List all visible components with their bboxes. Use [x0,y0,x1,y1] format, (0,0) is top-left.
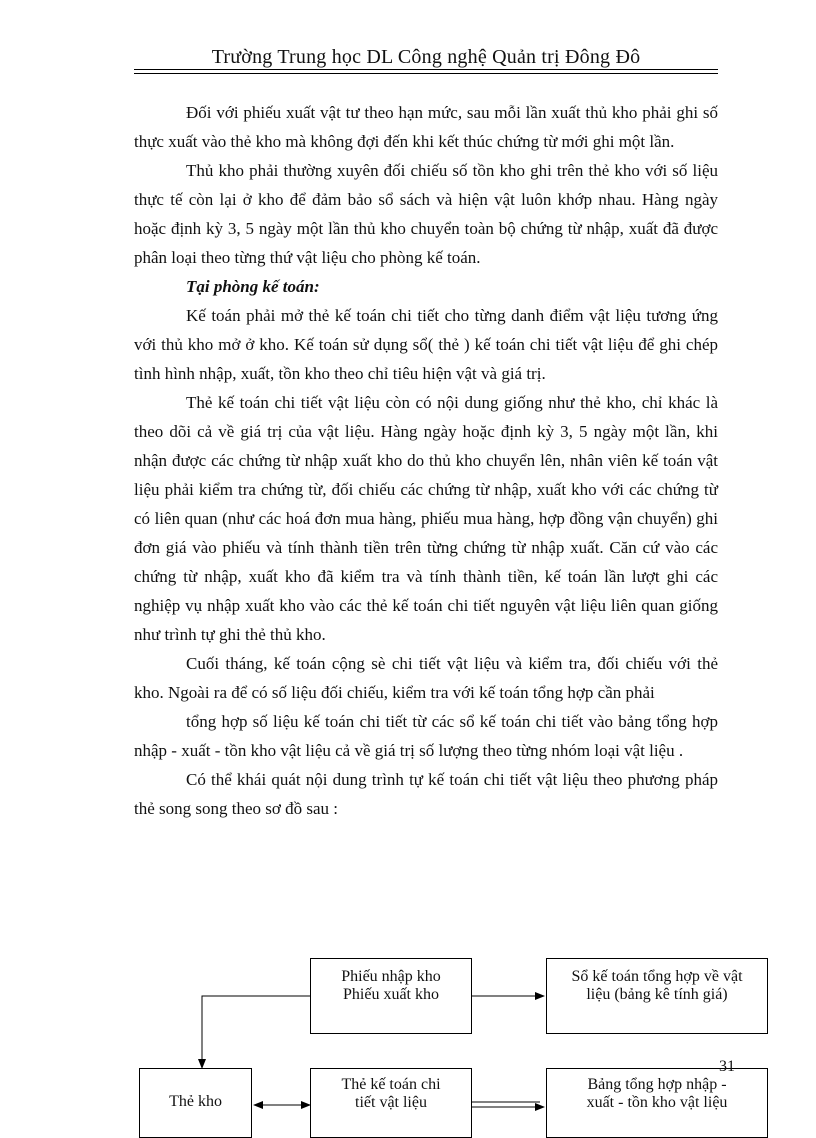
box-summary-line-2: xuất - tồn kho vật liệu [586,1094,728,1111]
paragraph-3: Kế toán phải mở thẻ kế toán chi tiết cho từng danh điểm vật liệu tương ứng với thủ kho mở ở kho. Kế toán sử dụng sổ( thẻ ) kế toán chi tiết vật liệu để ghi chép tình hình nhập, xuất, tồn kho theo chỉ tiêu hiện vật và giá trị. [134,306,718,383]
paragraph-4: Thẻ kế toán chi tiết vật liệu còn có nội dung giống như thẻ kho, chỉ khác là theo dõi cả về giá trị của vật liệu. Hàng ngày hoặc định kỳ 3, 5 ngày một lần, khi nhận được các chứng từ nhập xuất kho do thủ kho chuyển lên, nhân viên kế toán vật liệu phải kiểm tra chứng từ, đối chiếu các chứng từ nhập, xuất kho với các chứng từ có liên quan (như các hoá đơn mua hàng, phiếu mua hàng, hợp đồng vận chuyển) ghi đơn giá vào phiếu và tính thành tiền trên từng chứng từ nhập xuất. Căn cứ vào các chứng từ nhập, xuất kho đã kiểm tra và tính thành tiền, kế toán lần lượt ghi các nghiệp vụ nhập xuất kho vào các thẻ kế toán chi tiết nguyên vật liệu liên quan giống như trình tự ghi thẻ thủ kho. [134,393,718,644]
paragraph-2: Thủ kho phải thường xuyên đối chiếu số tồn kho ghi trên thẻ kho với số liệu thực tế còn lại ở kho để đảm bảo sổ sách và hiện vật luôn khớp nhau. Hàng ngày hoặc định kỳ 3, 5 ngày một lần thủ kho chuyển toàn bộ chứng từ nhập, xuất đã được phân loại theo từng thứ vật liệu cho phòng kế toán. [134,161,718,267]
box-summary-line-1: Bảng tổng hợp nhập - [587,1076,727,1093]
paragraph-6: tổng hợp số liệu kế toán chi tiết từ các sổ kế toán chi tiết vào bảng tổng hợp nhập - xuất - tồn kho vật liệu cả về giá trị số lượng theo từng nhóm loại vật liệu . [134,712,718,760]
box-receipt-issue-slips [310,958,472,1034]
paragraph-1: Đối với phiếu xuất vật tư theo hạn mức, sau mỗi lần xuất thủ kho phải ghi số thực xuất vào thẻ kho mà không đợi đến khi kết thúc chứng từ mới ghi một lần. [134,103,718,151]
box-receipts-line-2: Phiếu xuất kho [343,986,439,1003]
box-ledger-line-1: Sổ kế toán tổng hợp về vật [571,968,743,985]
box-detail-accounting-card [310,1068,472,1138]
box-detail-card-line-2: tiết vật liệu [355,1094,427,1111]
box-detail-card-line-1: Thẻ kế toán chi [341,1076,441,1093]
box-stock-card [139,1068,252,1138]
box-summary-table [546,1068,768,1138]
box-general-ledger [546,958,768,1034]
header-title: Trường Trung học DL Công nghệ Quản trị Đông Đô [211,46,641,68]
box-receipts-line-1: Phiếu nhập kho [341,968,441,985]
page-number: 31 [719,1058,735,1075]
paragraph-7: Có thể khái quát nội dung trình tự kế toán chi tiết vật liệu theo phương pháp thẻ song song theo sơ đồ sau : [134,770,718,818]
paragraph-5: Cuối tháng, kế toán cộng sè chi tiết vật liệu và kiểm tra, đối chiếu với thẻ kho. Ngoài ra để có số liệu đối chiếu, kiểm tra với kế toán tổng hợp cần phải [134,654,718,702]
box-ledger-line-2: liệu (bảng kê tính giá) [586,986,728,1003]
section-heading-accounting-room: Tại phòng kế toán: [186,277,320,296]
arrow-receipts-to-stock-card [202,996,310,1068]
box-stock-card-label: Thẻ kho [169,1093,222,1110]
